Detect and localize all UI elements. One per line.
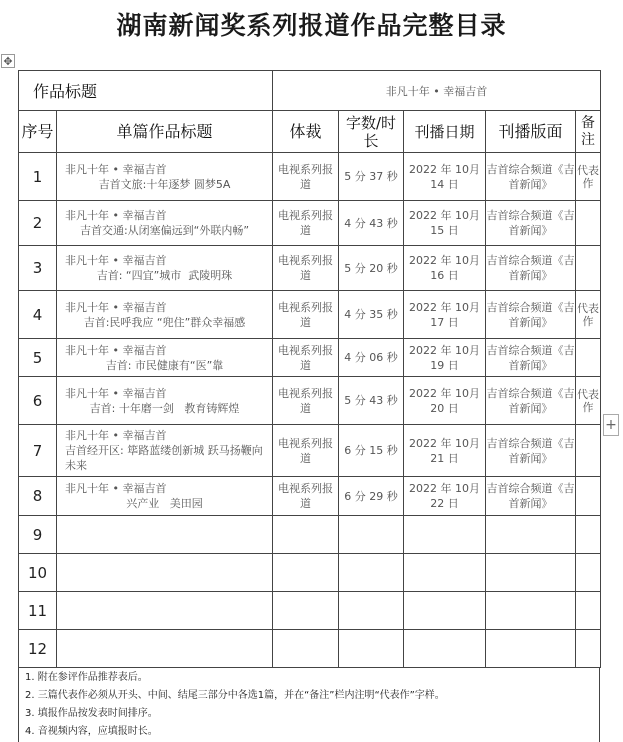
- row-remark[interactable]: [576, 477, 601, 516]
- note-item: 1. 附在参评作品推荐表后。: [25, 672, 148, 683]
- episode-title: 吉首文旅:十年逐梦 圆梦5A: [98, 177, 231, 191]
- row-item-title[interactable]: [57, 630, 273, 668]
- row-item-title[interactable]: [57, 377, 273, 425]
- row-genre[interactable]: 电视系列报道: [273, 201, 339, 246]
- episode-title: 兴产业 美田园: [126, 497, 203, 510]
- table-row: [19, 592, 601, 630]
- row-column[interactable]: [486, 554, 576, 592]
- header-seq: 序号: [19, 111, 57, 153]
- row-item-title[interactable]: [57, 477, 273, 516]
- row-remark[interactable]: [576, 201, 601, 246]
- row-remark[interactable]: 代表作: [576, 153, 601, 201]
- row-length[interactable]: 4 分 06 秒: [339, 339, 404, 377]
- row-length[interactable]: [339, 630, 404, 668]
- row-remark[interactable]: [576, 554, 601, 592]
- episode-title: 吉首:民呼我应 “兜住”群众幸福感: [83, 315, 246, 329]
- table-row: [19, 516, 601, 554]
- table-row: [19, 477, 601, 516]
- row-length[interactable]: 4 分 43 秒: [339, 201, 404, 246]
- work-title-value[interactable]: 非凡十年 • 幸福吉首: [273, 71, 601, 111]
- table-row: [19, 630, 601, 668]
- row-seq[interactable]: 3: [19, 246, 57, 291]
- table-move-handle-icon[interactable]: ✥: [1, 54, 15, 68]
- row-genre[interactable]: [273, 630, 339, 668]
- row-genre[interactable]: 电视系列报道: [273, 291, 339, 339]
- row-remark[interactable]: [576, 516, 601, 554]
- catalog-table: [18, 70, 601, 668]
- row-seq[interactable]: 12: [19, 630, 57, 668]
- row-column[interactable]: 吉首综合频道《吉首新闻》: [486, 477, 576, 516]
- row-remark[interactable]: [576, 592, 601, 630]
- row-column[interactable]: 吉首综合频道《吉首新闻》: [486, 153, 576, 201]
- row-column[interactable]: 吉首综合频道《吉首新闻》: [486, 425, 576, 477]
- row-date[interactable]: 2022 年 10月 22 日: [404, 477, 486, 516]
- row-length[interactable]: 6 分 29 秒: [339, 477, 404, 516]
- row-length[interactable]: [339, 554, 404, 592]
- header-remark: 备注: [576, 111, 601, 153]
- row-length[interactable]: 4 分 35 秒: [339, 291, 404, 339]
- row-genre[interactable]: 电视系列报道: [273, 153, 339, 201]
- header-row: [19, 111, 601, 153]
- row-remark[interactable]: [576, 246, 601, 291]
- row-seq[interactable]: 10: [19, 554, 57, 592]
- header-date: 刊播日期: [404, 111, 486, 153]
- row-item-title[interactable]: [57, 516, 273, 554]
- note-item: 2. 三篇代表作必须从开头、中间、结尾三部分中各选1篇，并在“备注”栏内注明“代表作”字样。: [25, 690, 445, 701]
- series-name: 非凡十年 • 幸福吉首: [65, 162, 167, 176]
- episode-title: 吉首: 市民健康有“医”靠: [105, 358, 224, 372]
- add-column-icon[interactable]: +: [603, 414, 619, 436]
- series-name: 非凡十年 • 幸福吉首: [65, 300, 167, 314]
- episode-title: 吉首交通:从闭塞偏远到“外联内畅”: [79, 224, 250, 237]
- row-seq[interactable]: 5: [19, 339, 57, 377]
- row-date[interactable]: 2022 年 10月 21 日: [404, 425, 486, 477]
- row-item-title[interactable]: [57, 592, 273, 630]
- row-seq[interactable]: 4: [19, 291, 57, 339]
- row-column[interactable]: 吉首综合频道《吉首新闻》: [486, 246, 576, 291]
- table-row: [19, 554, 601, 592]
- row-genre[interactable]: [273, 592, 339, 630]
- row-date[interactable]: 2022 年 10月 17 日: [404, 291, 486, 339]
- row-seq[interactable]: 7: [19, 425, 57, 477]
- row-column[interactable]: 吉首综合频道《吉首新闻》: [486, 201, 576, 246]
- row-date[interactable]: 2022 年 10月 19 日: [404, 339, 486, 377]
- row-column[interactable]: [486, 516, 576, 554]
- episode-title: 吉首: “四宜”城市 武陵明珠: [96, 269, 233, 282]
- work-title-label: 作品标题: [19, 71, 273, 111]
- row-length[interactable]: 5 分 20 秒: [339, 246, 404, 291]
- row-seq[interactable]: 8: [19, 477, 57, 516]
- row-seq[interactable]: 9: [19, 516, 57, 554]
- row-column[interactable]: 吉首综合频道《吉首新闻》: [486, 291, 576, 339]
- episode-title: 吉首经开区: 筚路蓝缕创新城 跃马扬鞭向未来: [65, 444, 263, 472]
- row-date[interactable]: 2022 年 10月 16 日: [404, 246, 486, 291]
- header-column: 刊播版面: [486, 111, 576, 153]
- row-item-title[interactable]: [57, 554, 273, 592]
- series-name: 非凡十年 • 幸福吉首: [65, 482, 167, 495]
- row-length[interactable]: 6 分 15 秒: [339, 425, 404, 477]
- row-item-title[interactable]: [57, 246, 273, 291]
- row-genre[interactable]: [273, 554, 339, 592]
- row-seq[interactable]: 2: [19, 201, 57, 246]
- row-genre[interactable]: 电视系列报道: [273, 246, 339, 291]
- table-row: [19, 153, 601, 201]
- row-date[interactable]: [404, 592, 486, 630]
- notes-section: [18, 668, 600, 742]
- row-column[interactable]: [486, 592, 576, 630]
- header-item-title: 单篇作品标题: [57, 111, 273, 153]
- series-name: 非凡十年 • 幸福吉首: [65, 254, 167, 267]
- table-row: [19, 377, 601, 425]
- row-genre[interactable]: [273, 516, 339, 554]
- row-column[interactable]: [486, 630, 576, 668]
- row-genre[interactable]: 电视系列报道: [273, 477, 339, 516]
- table-row: [19, 291, 601, 339]
- row-seq[interactable]: 1: [19, 153, 57, 201]
- row-item-title[interactable]: [57, 201, 273, 246]
- row-length[interactable]: 5 分 37 秒: [339, 153, 404, 201]
- row-item-title[interactable]: [57, 425, 273, 477]
- table-row: [19, 201, 601, 246]
- row-remark[interactable]: 代表作: [576, 377, 601, 425]
- row-length[interactable]: [339, 516, 404, 554]
- row-date[interactable]: 2022 年 10月 20 日: [404, 377, 486, 425]
- row-remark[interactable]: [576, 425, 601, 477]
- row-date[interactable]: [404, 516, 486, 554]
- row-column[interactable]: 吉首综合频道《吉首新闻》: [486, 339, 576, 377]
- row-genre[interactable]: 电视系列报道: [273, 425, 339, 477]
- series-name: 非凡十年 • 幸福吉首: [65, 343, 167, 357]
- row-genre[interactable]: 电视系列报道: [273, 339, 339, 377]
- row-item-title[interactable]: [57, 153, 273, 201]
- row-remark[interactable]: [576, 630, 601, 668]
- row-remark[interactable]: [576, 339, 601, 377]
- row-seq[interactable]: 6: [19, 377, 57, 425]
- series-name: 非凡十年 • 幸福吉首: [65, 429, 167, 442]
- row-column[interactable]: 吉首综合频道《吉首新闻》: [486, 377, 576, 425]
- header-genre: 体裁: [273, 111, 339, 153]
- page-title: 湖南新闻奖系列报道作品完整目录: [116, 11, 507, 40]
- row-length[interactable]: [339, 592, 404, 630]
- episode-title: 吉首: 十年磨一剑 教育铸辉煌: [89, 401, 240, 415]
- row-date[interactable]: [404, 630, 486, 668]
- series-name: 非凡十年 • 幸福吉首: [65, 386, 167, 400]
- row-remark[interactable]: 代表作: [576, 291, 601, 339]
- work-title-row: [19, 71, 601, 111]
- table-row: [19, 425, 601, 477]
- row-date[interactable]: 2022 年 10月 14 日: [404, 153, 486, 201]
- table-row: [19, 246, 601, 291]
- header-length: 字数/时长: [339, 111, 404, 153]
- note-item: 4. 音视频内容，应填报时长。: [25, 726, 158, 737]
- row-item-title[interactable]: [57, 339, 273, 377]
- row-seq[interactable]: 11: [19, 592, 57, 630]
- row-genre[interactable]: 电视系列报道: [273, 377, 339, 425]
- note-item: 3. 填报作品按发表时间排序。: [25, 708, 158, 719]
- row-item-title[interactable]: [57, 291, 273, 339]
- table-row: [19, 339, 601, 377]
- row-date[interactable]: 2022 年 10月 15 日: [404, 201, 486, 246]
- row-length[interactable]: 5 分 43 秒: [339, 377, 404, 425]
- series-name: 非凡十年 • 幸福吉首: [65, 209, 167, 222]
- row-date[interactable]: [404, 554, 486, 592]
